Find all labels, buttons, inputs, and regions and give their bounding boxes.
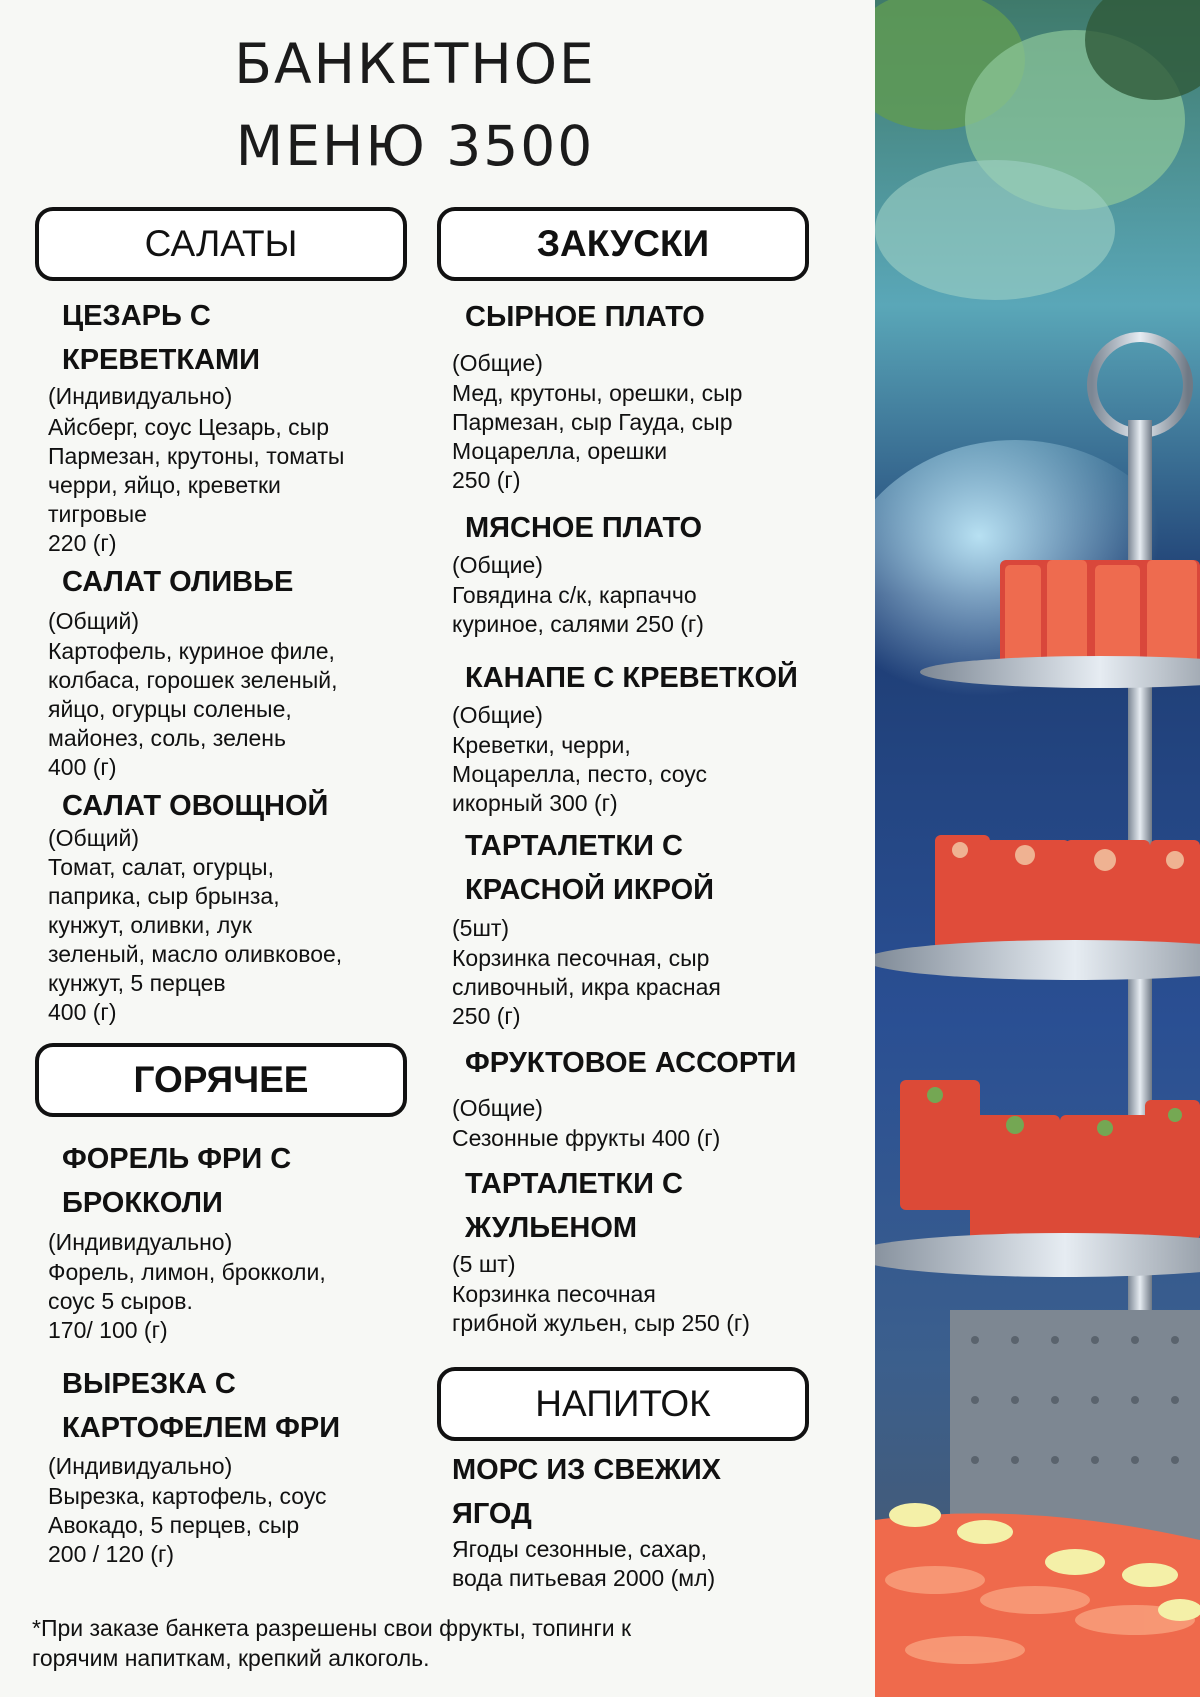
item-name: САЛАТ ОВОЩНОЙ xyxy=(62,790,329,822)
item-note: (Общий) xyxy=(48,825,140,851)
section-drink-header: НАПИТОК xyxy=(437,1367,809,1441)
item-name: МОРС ИЗ СВЕЖИХ ЯГОД xyxy=(452,1454,722,1530)
item-name: МЯСНОЕ ПЛАТО xyxy=(465,512,703,544)
footnote: *При заказе банкета разрешены свои фрукты, топинги к горячим напиткам, крепкий алкоголь. xyxy=(32,1615,632,1671)
item-name: ТАРТАЛЕТКИ С КРАСНОЙ ИКРОЙ xyxy=(465,830,714,906)
item-description: Корзинка песочная, сыр сливочный, икра красная 250 (г) xyxy=(452,945,721,1029)
menu-title-line2: МЕНЮ 3500 xyxy=(235,114,595,178)
item-description: Сезонные фрукты 400 (г) xyxy=(452,1125,721,1151)
item-name: ЦЕЗАРЬ С КРЕВЕТКАМИ xyxy=(62,300,261,376)
item-note: (Индивидуально) xyxy=(48,1453,233,1479)
item-name: ВЫРЕЗКА С КАРТОФЕЛЕМ ФРИ xyxy=(62,1368,341,1444)
section-salads-header: САЛАТЫ xyxy=(35,207,407,281)
item-description: Томат, салат, огурцы, паприка, сыр брынза, кунжут, оливки, лук зеленый, масло оливковое, кунжут, 5 перцев 400 (г) xyxy=(48,854,343,1025)
item-description: Креветки, черри, Моцарелла, песто, соус икорный 300 (г) xyxy=(452,732,708,816)
item-note: (Общие) xyxy=(452,350,543,376)
section-hot-header: ГОРЯЧЕЕ xyxy=(35,1043,407,1117)
buffet-photo xyxy=(875,0,1200,1697)
buffet-photo-illustration xyxy=(875,0,1200,1697)
item-name: ФРУКТОВОЕ АССОРТИ xyxy=(465,1047,797,1079)
item-description: Мед, крутоны, орешки, сыр Пармезан, сыр Гауда, сыр Моцарелла, орешки 250 (г) xyxy=(452,380,743,493)
item-note: (Индивидуально) xyxy=(48,383,233,409)
item-description: Форель, лимон, брокколи, соус 5 сыров. 170/ 100 (г) xyxy=(48,1259,326,1343)
item-note: (5 шт) xyxy=(452,1251,516,1277)
menu-title-line1: БАНКЕТНОЕ xyxy=(234,32,596,96)
item-name: ТАРТАЛЕТКИ С ЖУЛЬЕНОМ xyxy=(465,1168,683,1244)
item-note: (Общие) xyxy=(452,1095,543,1121)
item-name: КАНАПЕ С КРЕВЕТКОЙ xyxy=(465,662,798,694)
item-description: Картофель, куриное филе, колбаса, горошек зеленый, яйцо, огурцы соленые, майонез, соль, зелень 400 (г) xyxy=(48,638,338,780)
item-note: (5шт) xyxy=(452,915,510,941)
item-note: (Общие) xyxy=(452,702,543,728)
item-note: (Общий) xyxy=(48,608,140,634)
item-description: Айсберг, соус Цезарь, сыр Пармезан, крутоны, томаты черри, яйцо, креветки тигровые 220 (г) xyxy=(48,414,345,556)
item-name: СЫРНОЕ ПЛАТО xyxy=(465,301,705,333)
item-name: ФОРЕЛЬ ФРИ С БРОККОЛИ xyxy=(62,1143,292,1219)
item-description: Ягоды сезонные, сахар, вода питьевая 2000 (мл) xyxy=(452,1536,716,1591)
item-description: Говядина с/к, карпаччо куриное, салями 250 (г) xyxy=(452,582,704,637)
section-snacks-header: ЗАКУСКИ xyxy=(437,207,809,281)
item-note: (Индивидуально) xyxy=(48,1229,233,1255)
item-note: (Общие) xyxy=(452,552,543,578)
item-name: САЛАТ ОЛИВЬЕ xyxy=(62,566,294,598)
item-description: Вырезка, картофель, соус Авокадо, 5 перцев, сыр 200 / 120 (г) xyxy=(48,1483,327,1567)
item-description: Корзинка песочная грибной жульен, сыр 250 (г) xyxy=(452,1281,750,1336)
